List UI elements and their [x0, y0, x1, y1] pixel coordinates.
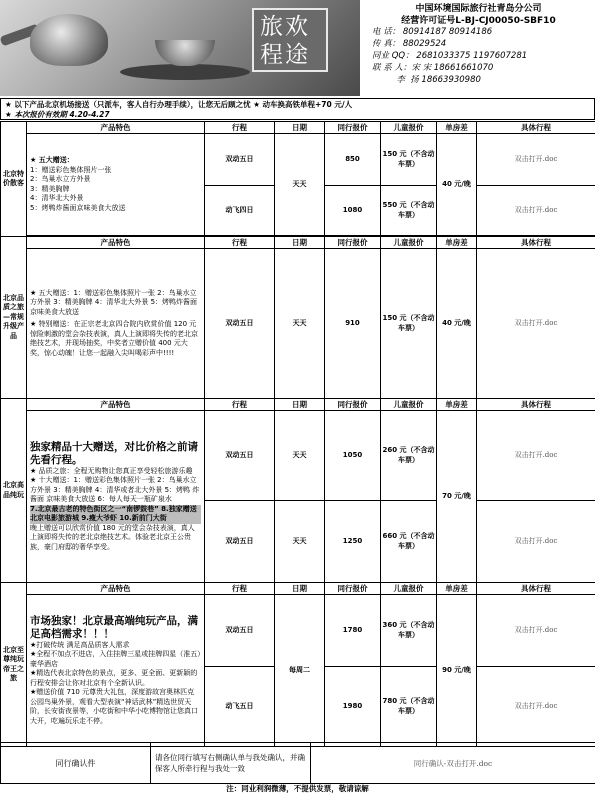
feature-headline: 市场独家！北京最高端纯玩产品，满足高档需求！！！ — [30, 614, 198, 640]
child-price-cell: 780 元（不含动车票） — [381, 667, 437, 747]
price-cell: 850 — [325, 134, 381, 186]
feature-item: 2：鸟巢水立方外景 — [30, 175, 91, 183]
col-itinerary: 行程 — [205, 399, 275, 411]
col-price: 同行报价 — [325, 237, 381, 249]
confirm-instructions: 请各位同行填写右侧确认单与我处确认，并确保客人所牵行程与我处一致 — [151, 743, 311, 784]
feature-item: ★精选代表北京特色的景点，更多、更全面、更新颖的行程安排会让你对北京有个全新认识。 — [30, 669, 198, 687]
teacup-shape — [155, 40, 215, 66]
product-table — [0, 121, 595, 747]
itinerary-cell: 动飞四日 — [205, 186, 275, 236]
col-detail: 具体行程 — [477, 399, 595, 411]
price-cell: 1050 — [325, 411, 381, 501]
single-room-cell: 90 元/晚 — [437, 595, 477, 747]
itinerary-cell: 双动五日 — [205, 134, 275, 186]
feature-item: ★赠送价值 710 元尊贵大礼包，深度游故宫奥林匹克公园鸟巢外景，观看大型表演“神话武林”精选世贸天阶，长安街夜景等，小吃街和中华小吃博物馆让您真口大开，吃遍玩乐走不停。 — [30, 688, 198, 725]
single-room-cell: 40 元/晚 — [437, 249, 477, 399]
section-label: 北京特价散客 — [1, 122, 27, 237]
col-date: 日期 — [275, 583, 325, 595]
col-feature: 产品特色 — [27, 399, 205, 411]
company-block — [366, 3, 591, 27]
price-cell: 1250 — [325, 501, 381, 583]
confirmation-table — [0, 742, 595, 784]
price-cell: 910 — [325, 249, 381, 399]
page-header — [0, 0, 595, 96]
tea-set-photo — [0, 0, 360, 96]
feature-item: ★ 五大赠送： — [30, 156, 74, 164]
detail-file-link[interactable]: 双击打开.doc — [477, 411, 595, 501]
child-price-cell: 150 元（不含动车票） — [381, 249, 437, 399]
feature-item: 4：清华北大外景 — [30, 194, 84, 202]
feature-item: ★全程不加点不进店，入住挂牌三星或挂牌四星（准五）豪华酒店 — [30, 650, 201, 668]
col-price: 同行报价 — [325, 583, 381, 595]
plate-shape — [120, 64, 250, 80]
notice-bar — [0, 98, 595, 120]
detail-file-link[interactable]: 双击打开.doc — [477, 595, 595, 667]
col-detail: 具体行程 — [477, 583, 595, 595]
col-date: 日期 — [275, 122, 325, 134]
col-feature: 产品特色 — [27, 122, 205, 134]
date-cell: 天天 — [275, 134, 325, 236]
col-single: 单房差 — [437, 399, 477, 411]
col-feature: 产品特色 — [27, 237, 205, 249]
price-cell: 1080 — [325, 186, 381, 236]
col-date: 日期 — [275, 399, 325, 411]
itinerary-cell: 双动五日 — [205, 411, 275, 501]
child-price-cell: 550 元（不含动车票） — [381, 186, 437, 236]
date-cell: 天天 — [275, 501, 325, 583]
contact-person-2: 李 扬 18663930980 — [372, 75, 481, 85]
section-label: 北京至尊纯玩帝王之旅 — [1, 583, 27, 747]
feature-item: ★ 特别赠送：在正宗老北京四合院内欣赏价值 120 元惊险刺激的堂会杂技表演，真人上演即将失传的老北京绝技艺术，并现场抽奖，中奖者立赠价值 400 元大奖，惊心动魄！让您一起融入尖叫喝彩声中!!!! — [30, 320, 198, 357]
col-detail: 具体行程 — [477, 237, 595, 249]
single-room-cell: 70 元/晚 — [437, 411, 477, 583]
col-date: 日期 — [275, 237, 325, 249]
price-cell: 1980 — [325, 667, 381, 747]
contact-list — [372, 26, 527, 86]
contact-person-1: 联 系 人：宋 宋 18661661070 — [372, 63, 494, 73]
col-child: 儿童报价 — [381, 399, 437, 411]
contact-fax: 传 真： 88029524 — [372, 39, 447, 49]
confirm-file-link[interactable]: 同行确认-双击打开.doc — [311, 743, 595, 784]
logo-title-top: 旅欢 — [260, 14, 310, 40]
detail-file-link[interactable]: 双击打开.doc — [477, 249, 595, 399]
feature-item: 晚上赠送可以欣赏价值 180 元的堂会杂技表演，真人上演即将失传的老北京绝技艺术。体验老北京王公贵族，豪门府邸的奢华享受。 — [30, 523, 195, 551]
notice-line-1: ★ 以下产品北京机场接送（只派车，客人自行办理手续），让您无后顾之忧 ★ 动车换高铁单程+70 元/人 — [5, 100, 353, 109]
feature-cell — [27, 595, 205, 747]
col-itinerary: 行程 — [205, 122, 275, 134]
contact-phone: 电 话： 80914187 80914186 — [372, 27, 493, 37]
col-child: 儿童报价 — [381, 122, 437, 134]
logo-title-bottom: 程途 — [260, 42, 310, 68]
col-itinerary: 行程 — [205, 583, 275, 595]
date-cell: 天天 — [275, 249, 325, 399]
col-single: 单房差 — [437, 583, 477, 595]
price-cell: 1780 — [325, 595, 381, 667]
child-price-cell: 660 元（不含动车票） — [381, 501, 437, 583]
col-itinerary: 行程 — [205, 237, 275, 249]
feature-item: ★ 十大赠送：1：赠送彩色集体照片一张 2：鸟巢水立方外景 3：精美胸牌 4：清华或者北大外景 5：烤鸭 炸酱面 京味美食大放送 6：每人每天一瓶矿泉水 — [30, 476, 200, 504]
feature-cell — [27, 134, 205, 236]
feature-cell — [27, 249, 205, 399]
feature-item: 1：赠送彩色集体照片一张 — [30, 165, 112, 174]
col-feature: 产品特色 — [27, 583, 205, 595]
col-child: 儿童报价 — [381, 237, 437, 249]
company-name: 中国环境国际旅行社青岛分公司 — [415, 4, 542, 14]
col-single: 单房差 — [437, 237, 477, 249]
section-label: 北京高品纯玩 — [1, 399, 27, 583]
detail-file-link[interactable]: 双击打开.doc — [477, 501, 595, 583]
feature-item: ★打破传统 满足高品质客人需求 — [30, 640, 130, 649]
section-label: 北京品质之旅—常规升级产品 — [1, 237, 27, 399]
col-detail: 具体行程 — [477, 122, 595, 134]
col-price: 同行报价 — [325, 122, 381, 134]
notice-line-2: ★ 本次报价有效期 4.20-4.27 — [5, 110, 110, 119]
date-cell: 每周二 — [275, 595, 325, 747]
footer-note: 注：同业利润微薄，不提供发票，敬请谅解 — [226, 784, 369, 793]
feature-highlight: 7.北京最古老的特色街区之一“南锣鼓巷” 8.独家赠送北京电影旅游城 9.瘦大爷虾 10.新前门大街 — [30, 505, 201, 524]
col-single: 单房差 — [437, 122, 477, 134]
single-room-cell: 40 元/晚 — [437, 134, 477, 236]
child-price-cell: 360 元（不含动车票） — [381, 595, 437, 667]
child-price-cell: 260 元（不含动车票） — [381, 411, 437, 501]
col-price: 同行报价 — [325, 399, 381, 411]
feature-item: 5：烤鸭炸酱面京味美食大放送 — [30, 203, 126, 212]
feature-item: 3：精美胸牌 — [30, 184, 70, 193]
detail-file-link[interactable]: 双击打开.doc — [477, 186, 595, 236]
contact-qq: 同业 QQ： 2681033375 1197607281 — [372, 51, 528, 61]
detail-file-link[interactable]: 双击打开.doc — [477, 134, 595, 186]
itinerary-cell: 双动五日 — [205, 249, 275, 399]
feature-headline: 独家精品十大赠送，对比价格之前请先看行程。 — [30, 440, 198, 466]
confirm-label: 同行确认件 — [1, 743, 151, 784]
itinerary-cell: 双动五日 — [205, 501, 275, 583]
itinerary-cell: 动飞五日 — [205, 667, 275, 747]
date-cell: 天天 — [275, 411, 325, 501]
child-price-cell: 150 元（不含动车票） — [381, 134, 437, 186]
detail-file-link[interactable]: 双击打开.doc — [477, 667, 595, 747]
license-number: 经营许可证号L-BJ-CJ00050-SBF10 — [401, 16, 556, 26]
feature-item: ★ 品质之旅：全程无购物让您真正享受轻松旅游乐趣 — [30, 466, 193, 475]
itinerary-cell: 双动五日 — [205, 595, 275, 667]
feature-item: ★ 五大赠送：1：赠送彩色集体照片一张 2：鸟巢水立方外景 3：精美胸牌 4：清华北大外景 5：烤鸭炸酱面京味美食大放送 — [30, 288, 198, 316]
col-child: 儿童报价 — [381, 583, 437, 595]
logo-title-box — [252, 8, 328, 72]
teapot-shape — [30, 14, 108, 66]
feature-cell — [27, 411, 205, 583]
